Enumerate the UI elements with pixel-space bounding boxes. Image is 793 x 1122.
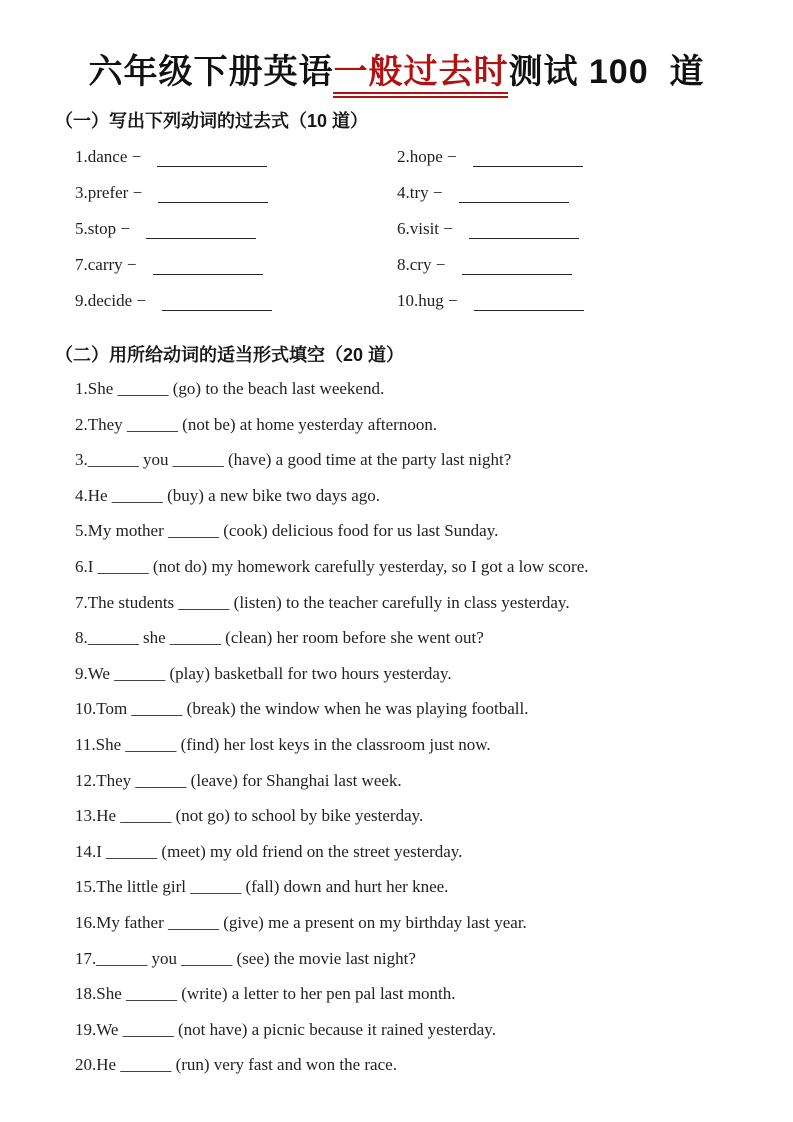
answer-blank (158, 183, 268, 203)
page-title (0, 44, 793, 93)
verb-item (75, 255, 397, 291)
verb-item (397, 291, 738, 327)
question-line: 11.She ______ (find) her lost keys in the classroom just now. (75, 734, 491, 754)
question-line: 19.We ______ (not have) a picnic because it rained yesterday. (75, 1019, 496, 1039)
page-title-highlight: 一般过去时 (333, 53, 508, 98)
verb-label: 2.hope − (397, 147, 461, 166)
verb-item (75, 291, 397, 327)
question-line: 10.Tom ______ (break) the window when he was playing football. (75, 699, 529, 719)
question-line: 1.She ______ (go) to the beach last weekend. (75, 379, 385, 398)
answer-blank (473, 147, 583, 167)
question-line: 3.______ you ______ (have) a good time at the party last night? (75, 450, 512, 470)
question-line: 14.I ______ (meet) my old friend on the street yesterday. (75, 841, 463, 861)
question-line: 7.The students ______ (listen) to the teacher carefully in class yesterday. (75, 592, 570, 612)
answer-blank (462, 255, 572, 275)
answer-blank (474, 291, 584, 311)
verb-label: 9.decide − (75, 291, 151, 310)
question-line: 20.He ______ (run) very fast and won the race. (75, 1055, 397, 1075)
verb-label: 5.stop − (75, 219, 135, 238)
verb-grid (75, 147, 738, 327)
verb-label: 8.cry − (397, 255, 450, 274)
answer-blank (162, 291, 272, 311)
verb-label: 4.try − (397, 183, 447, 202)
question-line: 2.They ______ (not be) at home yesterday afternoon. (75, 414, 438, 434)
verb-item (397, 147, 738, 183)
verb-item (397, 219, 738, 255)
question-list (75, 379, 753, 1075)
verb-label: 1.dance − (75, 147, 146, 166)
section-one-heading: （一）写出下列动词的过去式（10 道） (55, 111, 369, 131)
verb-item (75, 219, 397, 255)
verb-label: 10.hug − (397, 291, 462, 310)
question-line: 12.They ______ (leave) for Shanghai last week. (75, 770, 402, 790)
verb-item (397, 183, 738, 219)
question-line: 5.My mother ______ (cook) delicious food for us last Sunday. (75, 521, 499, 541)
question-line: 6.I ______ (not do) my homework carefully yesterday, so I got a low score. (75, 556, 589, 576)
verb-label: 7.carry − (75, 255, 141, 274)
answer-blank (469, 219, 579, 239)
page-title-prefix: 六年级下册英语 (88, 53, 334, 91)
question-line: 9.We ______ (play) basketball for two hours yesterday. (75, 663, 452, 683)
page-title-suffix: 测试 100 道 (508, 53, 705, 91)
question-line: 15.The little girl ______ (fall) down and hurt her knee. (75, 877, 449, 897)
verb-label: 3.prefer − (75, 183, 147, 202)
verb-item (397, 255, 738, 291)
answer-blank (157, 147, 267, 167)
question-line: 16.My father ______ (give) me a present on my birthday last year. (75, 912, 527, 932)
answer-blank (153, 255, 263, 275)
question-line: 13.He ______ (not go) to school by bike yesterday. (75, 806, 424, 826)
question-line: 8.______ she ______ (clean) her room before she went out? (75, 628, 484, 648)
question-line: 17.______ you ______ (see) the movie last night? (75, 948, 416, 968)
verb-item (75, 147, 397, 183)
answer-blank (459, 183, 569, 203)
question-line: 4.He ______ (buy) a new bike two days ago. (75, 485, 380, 505)
verb-label: 6.visit − (397, 219, 458, 238)
section-two-heading: （二）用所给动词的适当形式填空（20 道） (55, 345, 405, 365)
answer-blank (146, 219, 256, 239)
verb-item (75, 183, 397, 219)
question-line: 18.She ______ (write) a letter to her pen pal last month. (75, 984, 456, 1004)
